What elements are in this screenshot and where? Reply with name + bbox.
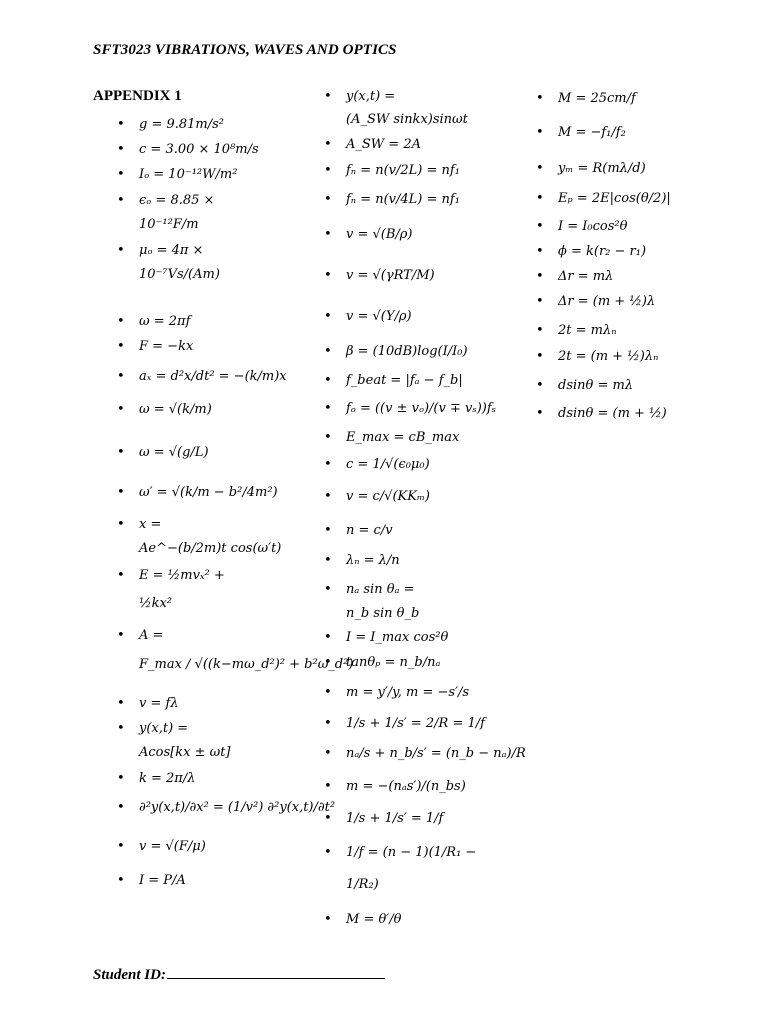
formula-item: • dsinθ = mλ <box>536 377 633 394</box>
formula-item: • m = y′/y, m = −s′/s <box>324 684 469 701</box>
formula-item: • Eₚ = 2E|cos(θ/2)| <box>536 190 671 207</box>
course-title: SFT3023 VIBRATIONS, WAVES AND OPTICS <box>93 42 397 58</box>
formula-item: • nₐ sin θₐ = <box>324 581 414 598</box>
formula-item: • μₒ = 4π × <box>117 242 203 259</box>
formula-item: • y(x,t) = <box>324 88 395 105</box>
formula-item: Ae^−(b/2m)t cos(ω′t) <box>139 541 282 556</box>
formula-item: • 2t = mλₙ <box>536 322 617 339</box>
formula-item: ½kx² <box>139 596 173 611</box>
formula-item: • Δr = mλ <box>536 268 613 285</box>
formula-item: • x = <box>117 516 161 533</box>
formula-item: • ϵₒ = 8.85 × <box>117 192 214 209</box>
formula-item: • g = 9.81m/s² <box>117 116 224 133</box>
formula-item: • 1/s + 1/s′ = 2/R = 1/f <box>324 715 485 732</box>
student-id-label: Student ID: <box>93 967 166 983</box>
formula-item: • E = ½mvₓ² + <box>117 567 225 584</box>
formula-item: • fₙ = n(v/4L) = nf₁ <box>324 191 460 208</box>
formula-item: • v = fλ <box>117 695 179 712</box>
formula-item: • y(x,t) = <box>117 720 188 737</box>
formula-item: • ω = 2πf <box>117 313 190 330</box>
formula-item: • M = θ′/θ <box>324 911 401 928</box>
formula-item: • v = √(F/μ) <box>117 838 206 855</box>
formula-item: • 2t = (m + ½)λₙ <box>536 348 658 365</box>
formula-item: • aₓ = d²x/dt² = −(k/m)x <box>117 368 287 385</box>
formula-item: • v = √(B/ρ) <box>324 226 413 243</box>
formula-item: • f_beat = |fₐ − f_b| <box>324 372 463 389</box>
formula-item: Acos[kx ± ωt] <box>139 745 231 760</box>
formula-item: • F = −kx <box>117 338 193 355</box>
formula-item: • I = P/A <box>117 872 186 889</box>
formula-item: • A = <box>117 627 163 644</box>
formula-item: • c = 1/√(ϵ₀μ₀) <box>324 456 430 473</box>
formula-item: • 1/f = (n − 1)(1/R₁ − <box>324 844 476 861</box>
student-id-blank-line <box>167 964 385 979</box>
formula-item: • v = √(Y/ρ) <box>324 308 412 325</box>
formula-item: • tanθₚ = n_b/nₐ <box>324 654 440 671</box>
formula-item: • yₘ = R(mλ/d) <box>536 160 646 177</box>
formula-item: 1/R₂) <box>346 877 379 892</box>
formula-item: • ∂²y(x,t)/∂x² = (1/v²) ∂²y(x,t)/∂t² <box>117 799 335 816</box>
formula-item: • λₙ = λ/n <box>324 552 400 569</box>
formula-item: • Δr = (m + ½)λ <box>536 293 655 310</box>
formula-item: • 1/s + 1/s′ = 1/f <box>324 810 443 827</box>
formula-item: • ϕ = k(r₂ − r₁) <box>536 243 646 260</box>
formula-item: 10⁻⁷Vs/(Am) <box>139 267 220 282</box>
formula-item: • A_SW = 2A <box>324 136 421 153</box>
formula-item: • m = −(nₐs′)/(n_bs) <box>324 778 466 795</box>
formula-item: 10⁻¹²F/m <box>139 217 199 232</box>
formula-item: • dsinθ = (m + ½) <box>536 405 667 422</box>
formula-item: • ω = √(k/m) <box>117 401 212 418</box>
formula-item: • M = −f₁/f₂ <box>536 124 626 141</box>
formula-item: • M = 25cm/f <box>536 90 636 107</box>
formula-item: • E_max = cB_max <box>324 429 459 446</box>
formula-item: • n = c/v <box>324 522 393 539</box>
student-id-field <box>93 964 385 984</box>
formula-item: • k = 2π/λ <box>117 770 195 787</box>
formula-item: • fₙ = n(v/2L) = nf₁ <box>324 162 460 179</box>
formula-item: • v = c/√(KKₘ) <box>324 488 430 505</box>
formula-item: • fₒ = ((v ± vₒ)/(v ∓ vₛ))fₛ <box>324 400 496 417</box>
formula-item: n_b sin θ_b <box>346 606 420 621</box>
appendix-title: APPENDIX 1 <box>93 88 182 104</box>
formula-item: • v = √(γRT/M) <box>324 267 435 284</box>
formula-item: F_max / √((k−mω_d²)² + b²ω_d²) <box>139 657 354 672</box>
formula-item: (A_SW sinkx)sinωt <box>346 112 468 127</box>
formula-item: • c = 3.00 × 10⁸m/s <box>117 141 259 158</box>
formula-item: • Iₒ = 10⁻¹²W/m² <box>117 166 237 183</box>
formula-item: • β = (10dB)log(I/I₀) <box>324 343 468 360</box>
formula-item: • I = I_max cos²θ <box>324 629 448 646</box>
formula-item: • I = I₀cos²θ <box>536 218 627 235</box>
formula-item: • ω = √(g/L) <box>117 444 209 461</box>
formula-item: • nₐ/s + n_b/s′ = (n_b − nₐ)/R <box>324 745 526 762</box>
formula-item: • ω′ = √(k/m − b²/4m²) <box>117 484 278 501</box>
